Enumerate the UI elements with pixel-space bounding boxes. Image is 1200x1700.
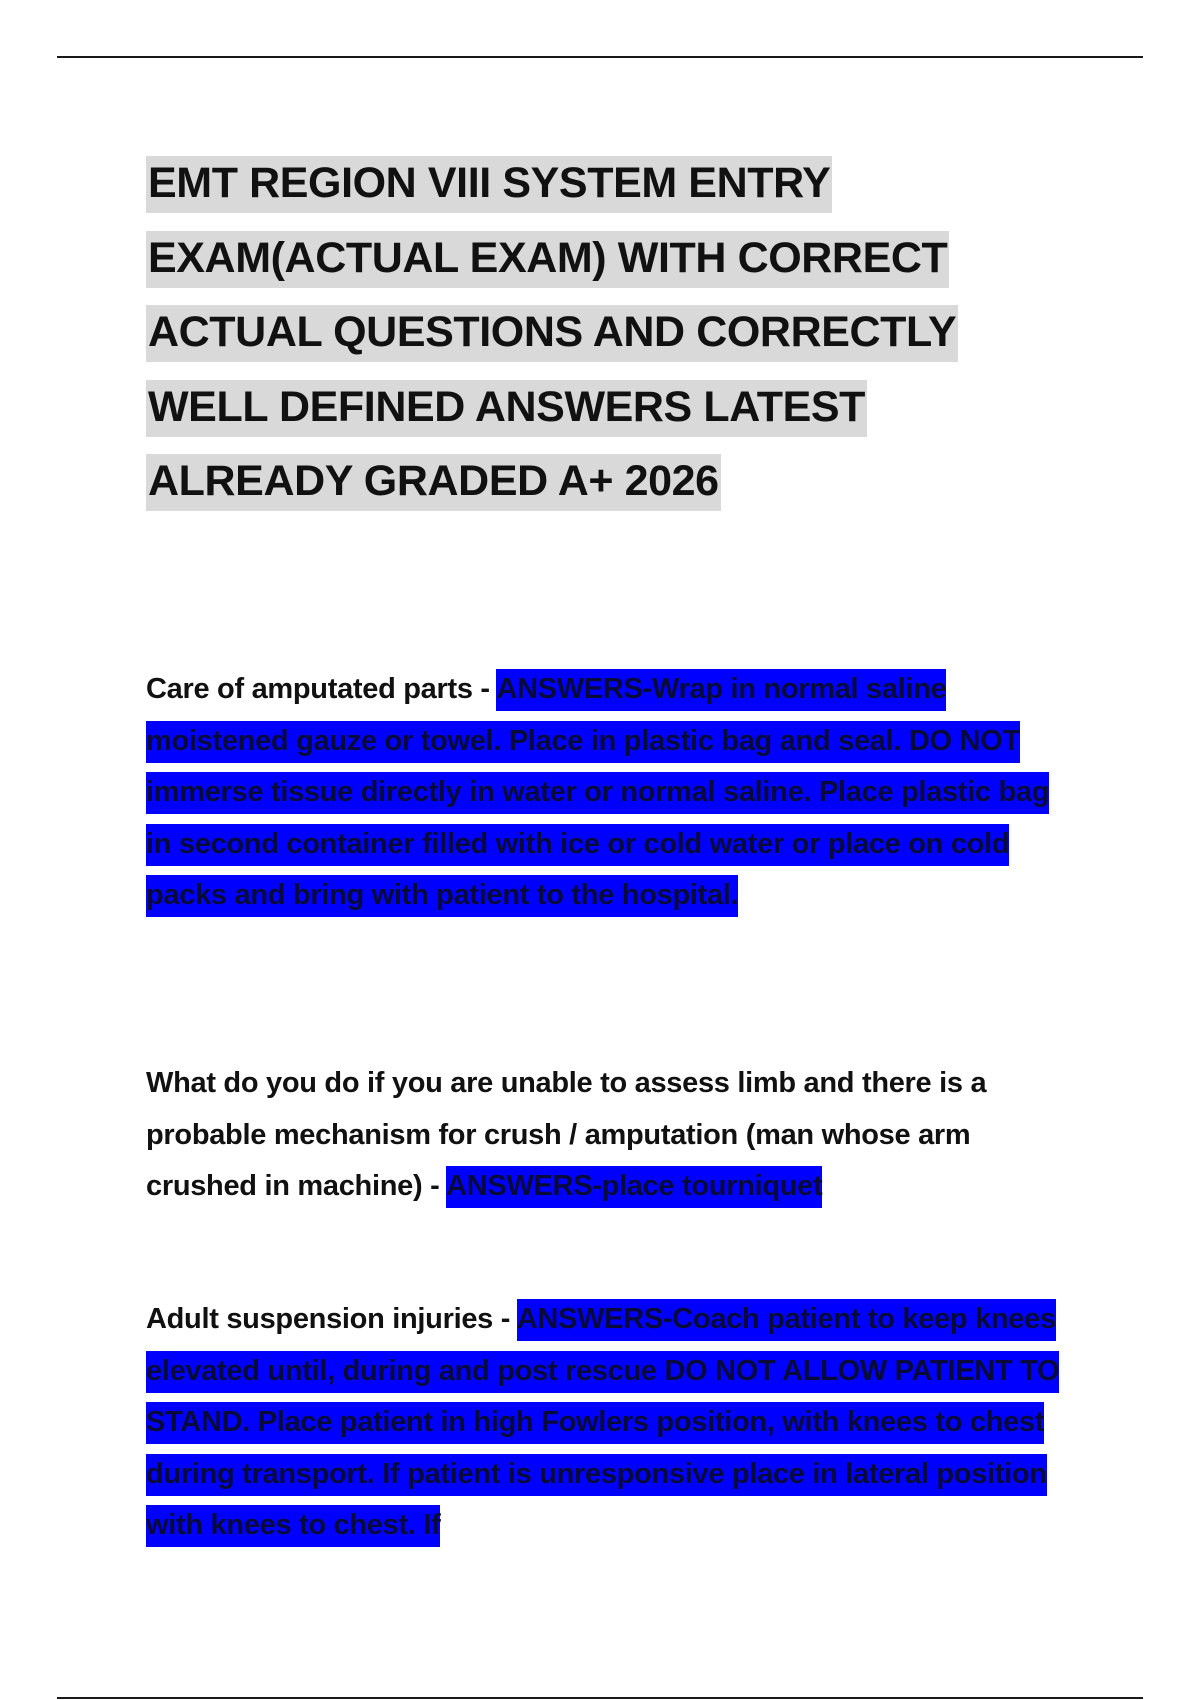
qa-item xyxy=(146,1058,1066,1213)
qa-item xyxy=(146,664,1066,922)
qa-item xyxy=(146,1294,1066,1552)
header-rule xyxy=(57,56,1143,58)
question-text: Care of amputated parts - xyxy=(146,673,497,705)
answer-text: ANSWERS-Wrap in normal saline moistened gauze or towel. Place in plastic bag and seal. DO NOT immerse tissue directly in water or normal saline. Place plastic bag in second container filled with ice or cold water or place on cold packs and bring with patient to the hospital. xyxy=(146,669,1049,917)
answer-text: ANSWERS-place tourniquet xyxy=(446,1166,822,1208)
question-text: What do you do if you are unable to assess limb and there is a probable mechanism for crush / amputation (man whose arm crushed in machine) - xyxy=(146,1067,987,1202)
footer-rule xyxy=(57,1697,1143,1699)
question-text: Adult suspension injuries - xyxy=(146,1303,517,1335)
title-highlight: EMT REGION VIII SYSTEM ENTRY EXAM(ACTUAL EXAM) WITH CORRECT ACTUAL QUESTIONS AND CORRECTLY WELL DEFINED ANSWERS LATEST ALREADY GRADED A+ 2026 xyxy=(146,156,958,511)
document-title xyxy=(146,146,1046,519)
answer-text: ANSWERS-Coach patient to keep knees elevated until, during and post rescue DO NOT ALLOW PATIENT TO STAND. Place patient in high Fowlers position, with knees to chest during transport. If patient is unresponsive place in lateral position with knees to chest. If xyxy=(146,1299,1059,1547)
